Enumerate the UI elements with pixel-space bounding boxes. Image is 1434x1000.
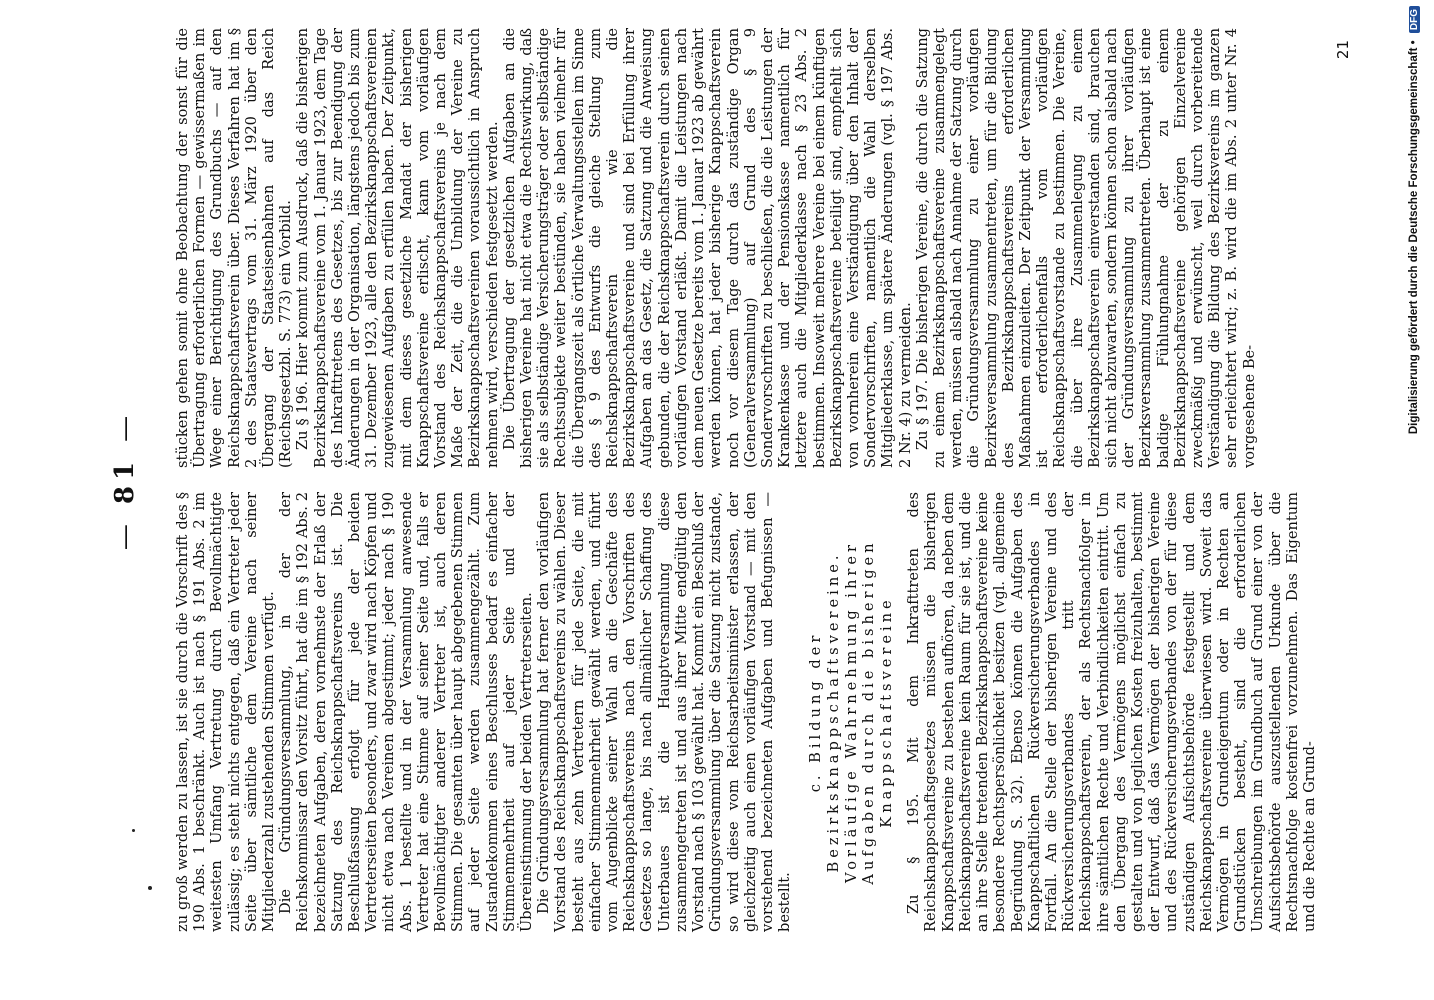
document-page (88, 0, 1408, 960)
dfg-logo: DFG (1409, 6, 1420, 33)
digitization-credit (1404, 0, 1434, 1000)
credit-line (1408, 6, 1420, 996)
page-header: —81— (110, 409, 140, 551)
paragraph: stücken gehen somit ohne Beobachtung der sonst für die Übertragung erforderlichen Formen — gewissermaßen im Wege einer Berichtigung des Grundbuchs — auf den Reichsknappschaftsverein über. Dieses Verfahren hat im § 2 des Staatsvertrags vom 31. März 1920 über den Übergang der Staatseisenbahnen auf das Reich (Reichsgesetzbl. S. 773) ein Vorbild. (174, 28, 295, 468)
paragraph: Die Gründungsversammlung hat ferner den vorläufigen Vorstand des Reichsknappschaftsvereins zu wählen. Dieser besteht aus zehn Vertretern für jede Seite, die mit einfacher Stimmenmehrheit gewählt werden, und führt vom Augenblicke seiner Wahl an die Geschäfte des Reichsknappschaftsvereins nach den Vorschriften des Gesetzes so lange, bis nach allmählicher Schaffung des Unterbaues ist die Hauptversammlung diese zusammengetreten ist und aus ihrer Mitte endgültig den Vorstand nach § 103 gewählt hat. Kommt ein Beschluß der Gründungsversammlung über die Satzung nicht zustande, so wird diese vom Reichsarbeitsminister erlassen, der gleichzeitig auch einen vorläufigen Vorstand — mit den vorstehend bezeichneten Aufgaben und Befugnissen — bestellt. (535, 492, 794, 932)
section-heading: c. Bildung der Bezirksknappschaftsvereine. Vorläufige Wahrnehmung ihrer Aufgaben durch die bisherigen Knappschaftsvereine (807, 539, 895, 885)
page-number: 81 (110, 455, 140, 505)
credit-separator: • (1408, 37, 1420, 48)
paragraph: zu groß werden zu lassen, ist sie durch die Vorschrift des § 190 Abs. 1 beschränkt. Auch ist nach § 191 Abs. 2 im weitesten Umfang Vertretung durch Bevollmächtigte zulässig; es steht nichts entgegen, daß ein Vertreter jeder Seite über sämtliche dem Vereine nach seiner Mitgliederzahl zustehenden Stimmen verfügt. (174, 492, 278, 932)
paragraph: Zu § 197. Die bisherigen Vereine, die durch die Satzung zu einem Bezirksknappschaftsvereine zusammengelegt werden, müssen alsbald nach Annahme der Satzung durch die Gründungsversammlung zu einer vorläufigen Bezirksversammlung zusammentreten, um für die Bildung des Bezirksknappschaftsvereins erforderlichen Maßnahmen einzuleiten. Der Zeitpunkt der Versammlung ist erforderlichenfalls vom vorläufigen Reichsknappschaftsvorstande zu bestimmen. Die Vereine, die über ihre Zusammenlegung zu einem Bezirksknappschaftsverein einverstanden sind, brauchen sich nicht abzuwarten, sondern können schon alsbald nach der Gründungsversammlung zu ihrer vorläufigen Bezirksversammlung zusammentreten. Überhaupt ist eine baldige Fühlungnahme der zu einem Bezirksknappschaftsvereine gehörigen Einzelvereine zweckmäßig und erwünscht, weil durch vorbereitende Verständigung die Bildung des Bezirksvereins im ganzen sehr erleichtert wird; z. B. wird die im Abs. 2 unter Nr. 4 vorgesehene Be- (913, 28, 1258, 468)
footer-page-number: 21 (1334, 40, 1352, 60)
print-speck (132, 829, 135, 832)
paragraph: Zu § 196. Hier kommt zum Ausdruck, daß die bisherigen Bezirksknappschaftsvereine vom 1. Januar 1923, dem Tage des Inkrafttretens des Gesetzes, bis zur Beendigung der Änderungen in der Organisation, längstens jedoch bis zum 31. Dezember 1923, alle den Bezirksknappschaftsvereinen zugewiesenen Aufgaben zu erfüllen haben. Der Zeitpunkt, mit dem dieses gesetzliche Mandat der bisherigen Knappschaftsvereine erlischt, kann vom vorläufigen Vorstand des Reichsknappschaftsvereins je nach dem Maße der Zeit, die die Umbildung der Vereine zu Bezirksknappschaftsvereinen voraussichtlich in Anspruch nehmen wird, verschieden festgesetzt werden. (294, 28, 501, 468)
credit-text: Digitalisierung gefördert durch die Deutsche Forschungsgemeinschaft (1408, 47, 1420, 435)
paragraph: Die Übertragung der gesetzlichen Aufgaben an die bisherigen Vereine hat nicht etwa die Rechtswirkung, daß sie als selbständige Versicherungsträger oder selbständige Rechtssubjekte weiter bestünden, sie haben vielmehr für die Übergangszeit als örtliche Verwaltungsstellen im Sinne des § 9 des Entwurfs die gleiche Stellung zum Reichsknappschaftsverein wie die Bezirksknappschaftsvereine und sind bei Erfüllung ihrer Aufgaben an das Gesetz, die Satzung und die Anweisung gebunden, die der Reichsknappschaftsverein durch seinen vorläufigen Vorstand erläßt. Damit die Leistungen nach dem neuen Gesetze bereits vom 1. Januar 1923 ab gewährt werden können, hat jeder bisherige Knappschaftsverein noch vor diesem Tage durch das zuständige Organ (Generalversammlung) auf Grund des § 9 Sondervorschriften zu beschließen, die die Leistungen der Krankenkasse und der Pensionskasse namentlich für letztere auch die Mitgliederklasse nach § 23 Abs. 2 bestimmen. Insoweit mehrere Vereine bei einem künftigen Bezirksknappschaftsvereine beteiligt sind, empfiehlt sich von vornherein eine Verständigung über den Inhalt der Sondervorschriften, namentlich die Wahl derselben Mitgliederklasse, um spätere Änderungen (vgl. § 197 Abs. 2 Nr. 4) zu vermeiden. (500, 28, 914, 468)
paragraph: Zu § 195. Mit dem Inkrafttreten des Reichsknappschaftsgesetzes müssen die bisherigen Knappschaftsvereine zu bestehen aufhören, da neben dem Reichsknappschaftsvereine kein Raum für sie ist, und die an ihre Stelle tretenden Bezirksknappschaftsvereine keine besondere Rechtspersönlichkeit besitzen (vgl. allgemeine Begründung S. 32). Ebenso können die Aufgaben des Knappschaftlichen Rückversicherungsverbandes in Fortfall. An die Stelle der bisherigen Vereine und des Rückversicherungsverbandes tritt der Reichsknappschaftsverein, der als Rechtsnachfolger in ihre sämtlichen Rechte und Verbindlichkeiten eintritt. Um den Übergang des Vermögens möglichst einfach zu gestalten und von jeglichen Kosten freizuhalten, bestimmt der Entwurf, daß das Vermögen der bisherigen Vereine und des Rückversicherungsverbandes von der für diese zuständigen Aufsichtsbehörde festgestellt und dem Reichsknappschaftsvereine überwiesen wird. Soweit das Vermögen in Grundeigentum oder in Rechten an Grundstücken besteht, sind die erforderlichen Umschreibungen im Grundbuch auf Grund einer von der Aufsichtsbehörde auszustellenden Urkunde über die Rechtsnachfolge kostenfrei vorzunehmen. Das Eigentum und die Rechte an Grund- (905, 492, 1318, 932)
right-text-column (174, 28, 1314, 468)
left-text-column (174, 492, 1318, 932)
paragraph: Die Gründungsversammlung, in der der Reichskommissar den Vorsitz führt, hat die im § 192 Abs. 2 bezeichneten Aufgaben, deren vornehmste der Erlaß der Satzung des Reichsknappschaftsvereins ist. Die Beschlußfassung erfolgt für jede der beiden Vertreterseiten besonders, und zwar wird nach Köpfen und nicht etwa nach Vereinen abgestimmt; jeder nach § 190 Abs. 1 bestellte und in der Versammlung anwesende Vertreter hat eine Stimme auf seiner Seite und, falls er Bevollmächtigter anderer Vertreter ist, auch deren Stimmen. Die gesamten über haupt abgegebenen Stimmen auf jeder Seite werden zusammengezählt. Zum Zustandekommen eines Beschlusses bedarf es einfacher Stimmenmehrheit auf jeder Seite und der Übereinstimmung der beiden Vertreterseiten. (277, 492, 536, 932)
print-speck (148, 886, 152, 890)
